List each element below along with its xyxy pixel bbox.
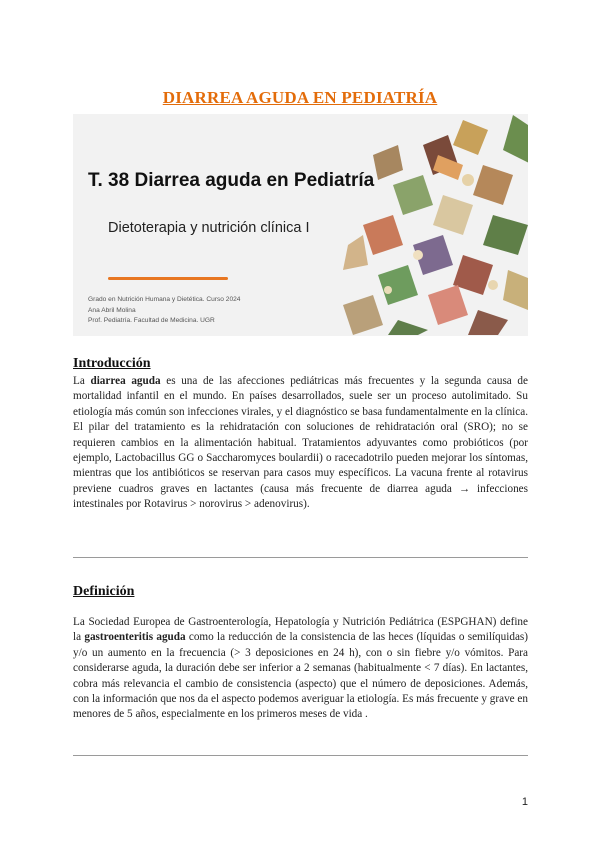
intro-text: es una de las afecciones pediátricas más frecuentes y la segunda causa de mortalidad infantil en el mundo. En países desarrollados, suele ser un proceso autolimitado. Su etiología más común son infecciones virales, y el diagnóstico se basa fundamentalmente en la clínica. El pilar del tratamiento es la rehidratación con soluciones de rehidratación oral (SRO); no se requieren cambios en la alimentación habitual. Tratamientos adyuvantes como probióticos (por ejemplo, Lactobacillus GG o Saccharomyces boulardii) o racecadotrilo pueden mejorar los síntomas, mientras que los antibióticos se reservan para casos muy específicos. La vacuna frente al rotavirus previene cuadros graves en lactantes (causa más frecuente de diarrea aguda → infecciones intestinales por Rotavirus > norovirus > adenovirus). <box>73 375 528 511</box>
intro-heading: Introducción <box>73 356 151 371</box>
definition-text: La Sociedad Europea de Gastroenterología, Hepatología y Nutrición Pediátrica (ESPGHAN) define la <box>73 616 528 644</box>
lecture-banner <box>73 114 528 336</box>
banner-subtitle: Dietoterapia y nutrición clínica I <box>108 220 310 236</box>
banner-credits <box>88 295 240 327</box>
section-divider <box>73 557 528 558</box>
page-number: 1 <box>521 796 528 808</box>
intro-term: diarrea aguda <box>90 375 161 387</box>
document-title: DIARREA AGUDA EN PEDIATRÍA <box>162 88 438 107</box>
definition-term: gastroenteritis aguda <box>84 631 186 644</box>
banner-accent-rule <box>108 277 228 280</box>
mosaic-pattern-image <box>338 114 528 336</box>
credit-line: Ana Abril Molina <box>88 306 136 314</box>
banner-title: T. 38 Diarrea aguda en Pediatría <box>88 170 375 191</box>
definition-paragraph <box>73 615 528 723</box>
definition-text: como la reducción de la consistencia de las heces (líquidas o semilíquidas) y/o un aumento en la frecuencia (> 3 deposiciones en 24 h), con o sin fiebre y/o vómitos. Para considerarse aguda, la duración debe ser inferior a 2 semanas (habitualmente < 7 días). En lactantes, cobra más relevancia el cambio de consistencia (aspecto) que el número de deposiciones. Además, con la información que nos da el aspecto podemos averiguar la etiología. Es más frecuente y grave en menores de 5 años, especialmente en los primeros meses de vida . <box>73 631 528 721</box>
section-divider <box>73 755 528 756</box>
definition-heading: Definición <box>73 584 135 599</box>
credit-line: Prof. Pediatría. Facultad de Medicina. UGR <box>88 317 215 324</box>
intro-paragraph <box>73 374 528 513</box>
intro-text: La <box>73 375 91 387</box>
credit-line: Grado en Nutrición Humana y Dietética. Curso 2024 <box>88 296 241 303</box>
